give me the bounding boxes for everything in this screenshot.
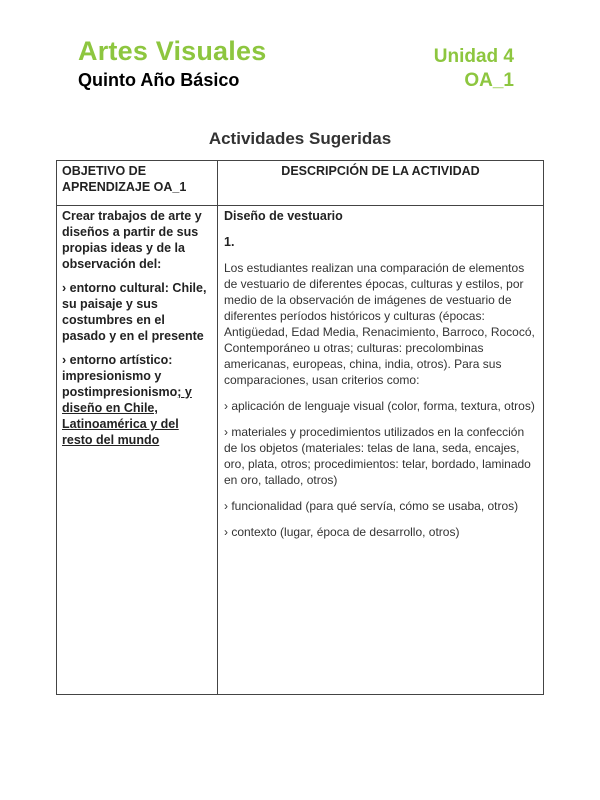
objective-header: OBJETIVO DE APRENDIZAJE OA_1 — [57, 161, 218, 206]
criteria-item: › aplicación de lenguaje visual (color, forma, textura, otros) — [224, 399, 535, 413]
table-header-row — [57, 161, 544, 206]
activity-number: 1. — [224, 235, 235, 249]
criteria-item: › materiales y procedimientos utilizados en la confección de los objetos (materiales: telas de lana, seda, encajes, oro, plata, otros; procedimientos: telar, bordado, laminado en oro, tallado, otros) — [224, 425, 531, 487]
unit-label: Unidad 4 — [433, 46, 514, 67]
criteria-item: › contexto (lugar, época de desarrollo, otros) — [224, 525, 460, 539]
grade-subtitle: Quinto Año Básico — [78, 70, 240, 90]
table-body-row — [57, 206, 544, 695]
activity-paragraph: Los estudiantes realizan una comparación de elementos de vestuario de diferentes épocas, culturas y estilos, por medio de la observación de imágenes de vestuario de diferentes períodos históricos y culturas (épocas: Antigüedad, Edad Media, Renacimiento, Barroco, Rococó, Contemporáneo u otras; culturas: precolombinas americanas, europeas, china, india, otros). Para sus comparaciones, usan criterios como: — [224, 261, 535, 387]
subject-title: Artes Visuales — [78, 36, 267, 66]
section-title: Actividades Sugeridas — [208, 129, 392, 148]
oa-label: OA_1 — [464, 70, 514, 91]
objective-item-artistic — [62, 352, 212, 448]
objective-item-artistic-a: › entorno artístico: impresionismo y postimpresionismo — [62, 353, 178, 399]
activity-cell — [218, 206, 544, 695]
activity-title: Diseño de vestuario — [224, 209, 343, 223]
objective-item-cultural: › entorno cultural: Chile, su paisaje y sus costumbres en el pasado y en el presente — [62, 281, 207, 343]
objective-cell — [57, 206, 218, 695]
objective-item-artistic-b: ; y diseño en Chile, Latinoamérica y del resto del mundo — [62, 385, 192, 447]
activities-table — [56, 160, 544, 695]
criteria-item: › funcionalidad (para qué servía, cómo se usaba, otros) — [224, 499, 519, 513]
description-header: DESCRIPCIÓN DE LA ACTIVIDAD — [218, 161, 544, 206]
objective-intro: Crear trabajos de arte y diseños a partir de sus propias ideas y de la observación del: — [62, 209, 202, 271]
